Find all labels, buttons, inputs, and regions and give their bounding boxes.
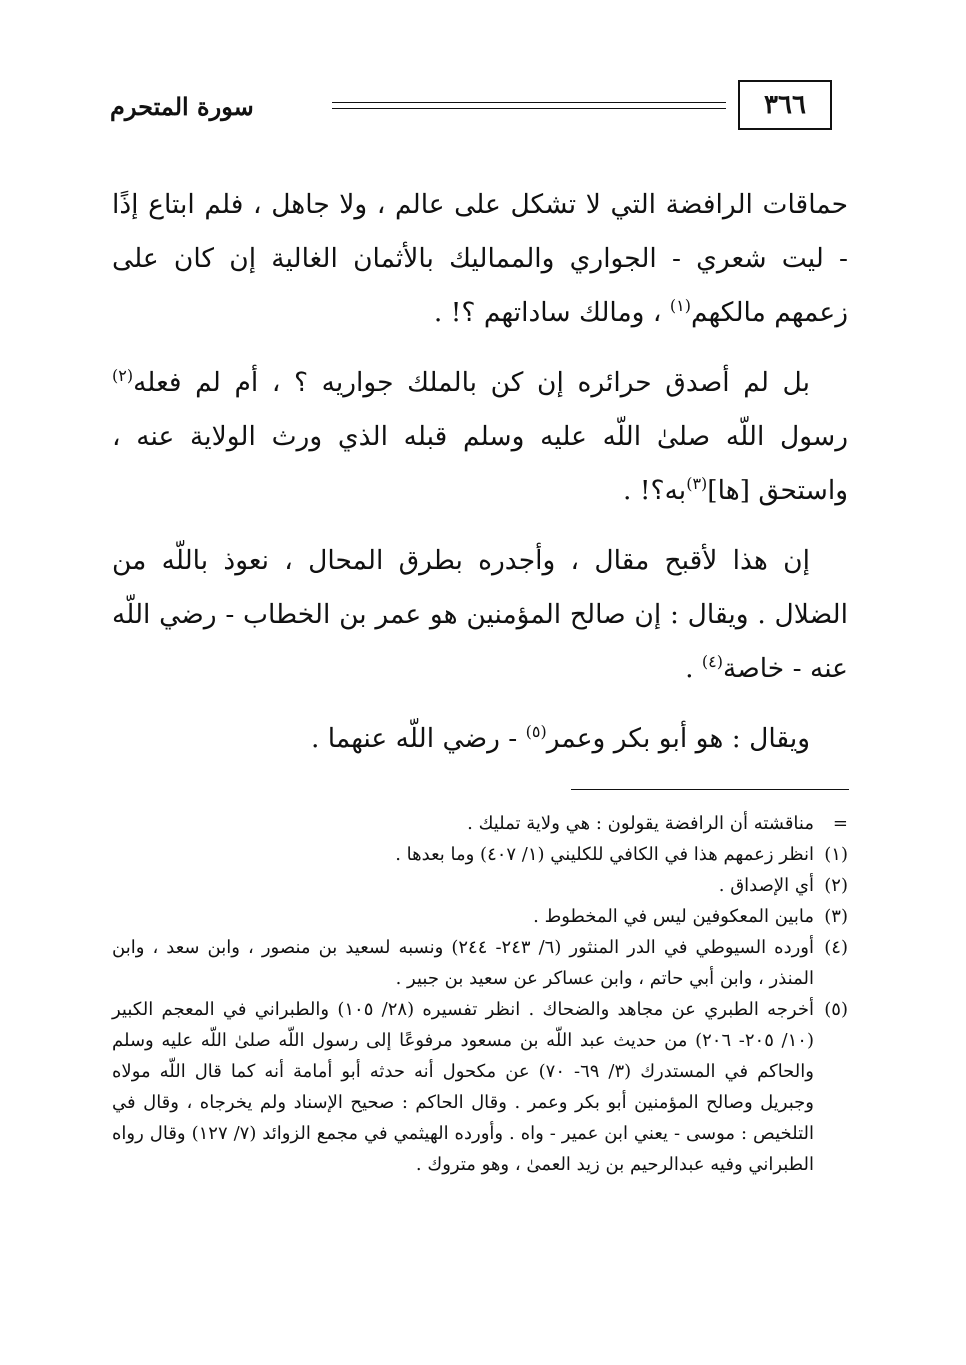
paragraph-4 [112, 712, 848, 766]
page-number: ٣٦٦ [764, 90, 806, 120]
paragraph-text: حماقات الرافضة التي لا تشكل على عالم ، ولا جاهل ، فلم ابتاع إذًا - ليت شعري - الجواري والمماليك بالأثمان الغالية إن كان على زعمهم مالكهم [112, 189, 848, 328]
page-number-box [738, 80, 832, 130]
paragraph-text: إن هذا لأقبح مقال ، وأجدره بطرق المحال ، نعوذ باللّه من الضلال . ويقال : إن صالح المؤمنين هو عمر بن الخطاب - رضي اللّه عنه - خاصة [112, 545, 848, 684]
surah-title: سورة المتحرم [110, 92, 254, 121]
paragraph-text: بل لم أصدق حرائره إن كن بالملك جواريه ؟ ، أم لم فعله [133, 367, 810, 398]
footnote-5 [112, 994, 848, 1180]
footnote-2 [112, 870, 848, 901]
paragraph-text: به؟! . [623, 475, 687, 506]
paragraph-text: - رضي اللّه عنهما . [310, 723, 526, 754]
footnote-text: أي الإصداق . [718, 875, 814, 896]
paragraph-1 [112, 178, 848, 340]
footnote-text: انظر زعمهم هذا في الكافي للكليني (١/ ٤٠٧) وما بعدها . [395, 844, 814, 865]
footnote-number: (٢) [824, 875, 848, 896]
footnote-ref[interactable]: (٢) [112, 366, 134, 386]
footnote-ref[interactable]: (٤) [701, 652, 724, 672]
main-text [112, 178, 848, 782]
footnote-number: = [832, 813, 848, 834]
footnote-text: مناقشته أن الرافضة يقولون : هي ولاية تمليك . [467, 813, 814, 834]
footnote-number: (١) [824, 844, 848, 865]
footnote-1 [112, 839, 848, 870]
footnote-number: (٤) [824, 937, 848, 958]
paragraph-2 [112, 356, 848, 518]
header-rule [332, 102, 726, 109]
footnote-continued [112, 808, 848, 839]
footnote-number: (٣) [824, 906, 848, 927]
page-header [110, 62, 838, 134]
paragraph-text: رسول اللّه صلىٰ اللّه عليه وسلم قبله الذي ورث الولاية عنه ، واستحق [ها] [112, 421, 848, 506]
footnotes [112, 808, 848, 1180]
paragraph-text: ، ومالك ساداتهم ؟! . [433, 297, 670, 328]
footnote-number: (٥) [824, 999, 848, 1020]
paragraph-text: ويقال : هو أبو بكر وعمر [546, 723, 810, 754]
footnote-3 [112, 901, 848, 932]
paragraph-3 [112, 534, 848, 696]
footnote-text: أورده السيوطي في الدر المنثور (٦/ ٢٤٣- ٢٤٤) ونسبه لسعيد بن منصور ، وابن سعد ، وابن المنذر ، وابن أبي حاتم ، وابن عساكر عن سعيد بن جبير . [112, 937, 814, 989]
footnote-ref[interactable]: (١) [669, 296, 691, 316]
footnote-ref[interactable]: (٣) [686, 474, 708, 494]
footnote-4 [112, 932, 848, 994]
paragraph-text: . [685, 653, 702, 684]
footnote-separator [571, 789, 849, 790]
footnote-ref[interactable]: (٥) [525, 722, 547, 742]
footnote-text: مابين المعكوفين ليس في المخطوط . [533, 906, 814, 927]
footnote-text: أخرجه الطبري عن مجاهد والضحاك . انظر تفسيره (٢٨/ ١٠٥) والطبراني في المعجم الكبير (١٠/ ٢٠٥- ٢٠٦) من حديث عبد اللّه بن مسعود مرفوعًا إلى رسول اللّه صلىٰ اللّه عليه وسلم والحاكم في المستدرك (٣/ ٦٩- ٧٠) عن مكحول أنه حدثه أبو أمامة أنه كما قال اللّه مولاه وجبريل وصالح المؤمنين أبو بكر وعمر . وقال الحاكم : صحيح الإسناد ولم يخرجاه ، وقال في التلخيص : موسى - يعني ابن عمير - واه . وأورده الهيثمي في مجمع الزوائد (٧/ ١٢٧) وقال رواه الطبراني وفيه عبدالرحيم بن زيد العمىٰ ، وهو متروك . [112, 999, 814, 1175]
